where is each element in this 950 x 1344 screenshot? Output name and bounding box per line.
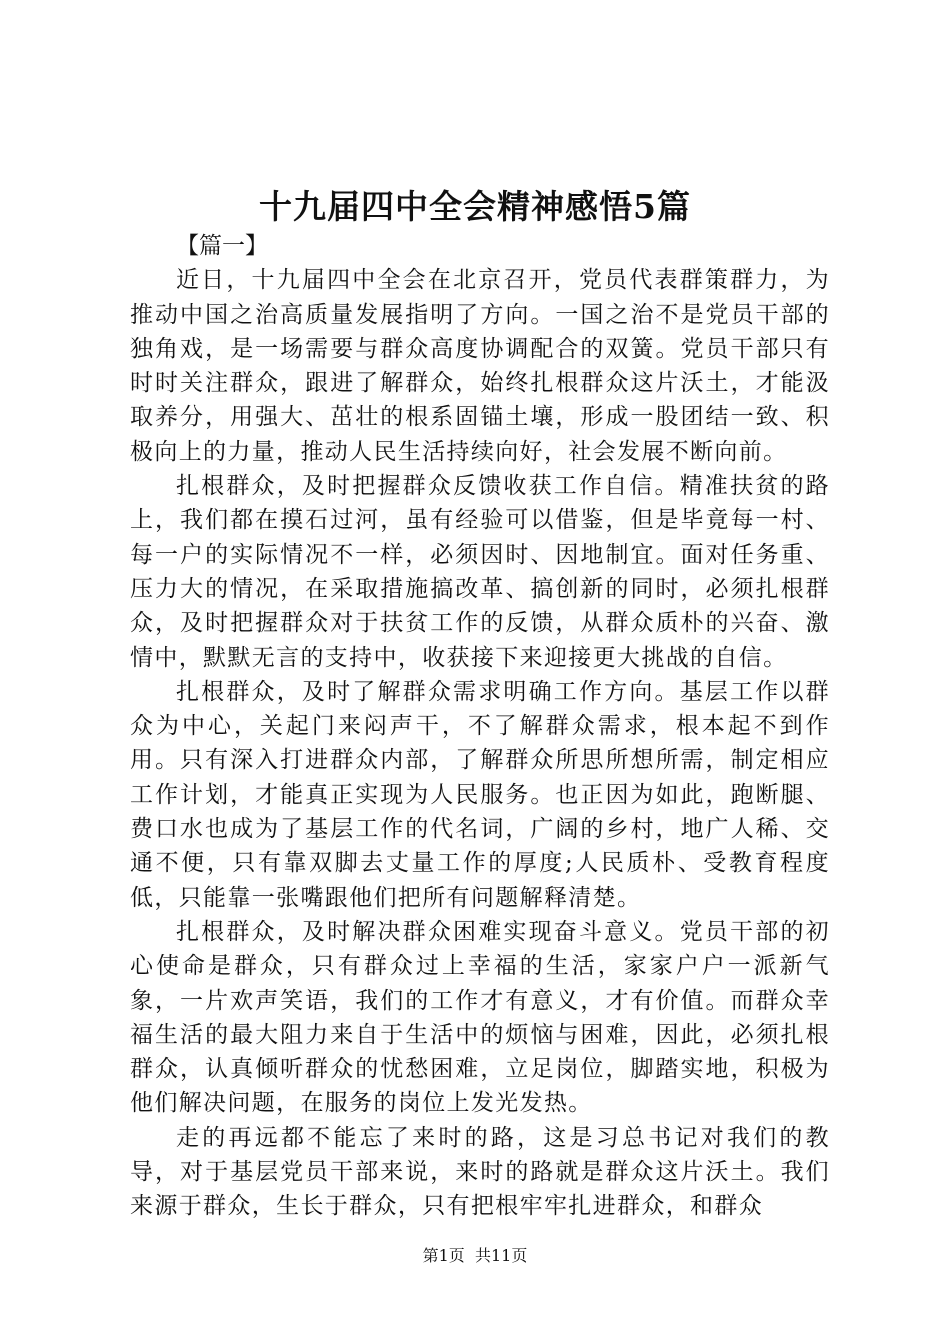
page-total: 共11页 bbox=[474, 1246, 528, 1265]
page-footer bbox=[0, 1246, 950, 1266]
document-title: 十九届四中全会精神感悟5篇 bbox=[259, 187, 691, 226]
paragraph-5: 走的再远都不能忘了来时的路，这是习总书记对我们的教导，对于基层党员干部来说，来时的路就是群众这片沃土。我们来源于群众，生长于群众，只有把根牢牢扎进群众，和群众 bbox=[130, 1124, 830, 1220]
page-number: 第1页 bbox=[422, 1246, 465, 1265]
paragraph-1: 近日，十九届四中全会在北京召开，党员代表群策群力，为推动中国之治高质量发展指明了方向。一国之治不是党员干部的独角戏，是一场需要与群众高度协调配合的双簧。党员干部只有时时关注群众，跟进了解群众，始终扎根群众这片沃土，才能汲取养分，用强大、茁壮的根系固锚土壤，形成一股团结一致、积极向上的力量，推动人民生活持续向好，社会发展不断向前。 bbox=[130, 267, 830, 465]
paragraph-2: 扎根群众，及时把握群众反馈收获工作自信。精准扶贫的路上，我们都在摸石过河，虽有经验可以借鉴，但是毕竟每一村、每一户的实际情况不一样，必须因时、因地制宜。面对任务重、压力大的情况，在采取措施搞改革、搞创新的同时，必须扎根群众，及时把握群众对于扶贫工作的反馈，从群众质朴的兴奋、激情中，默默无言的支持中，收获接下来迎接更大挑战的自信。 bbox=[130, 473, 830, 671]
document-body bbox=[130, 229, 830, 1224]
paragraph-3: 扎根群众，及时了解群众需求明确工作方向。基层工作以群众为中心，关起门来闷声干，不了解群众需求，根本起不到作用。只有深入打进群众内部，了解群众所思所想所需，制定相应工作计划，才能真正实现为人民服务。也正因为如此，跑断腿、费口水也成为了基层工作的代名词，广阔的乡村，地广人稀、交通不便，只有靠双脚去丈量工作的厚度;人民质朴、受教育程度低，只能靠一张嘴跟他们把所有问题解释清楚。 bbox=[130, 678, 830, 911]
paragraph-4: 扎根群众，及时解决群众困难实现奋斗意义。党员干部的初心使命是群众，只有群众过上幸福的生活，家家户户一派新气象，一片欢声笑语，我们的工作才有意义，才有价值。而群众幸福生活的最大阻力来自于生活中的烦恼与困难，因此，必须扎根群众，认真倾听群众的忧愁困难，立足岗位，脚踏实地，积极为他们解决问题，在服务的岗位上发光发热。 bbox=[130, 918, 830, 1117]
section-label: 【篇一】 bbox=[176, 233, 268, 259]
